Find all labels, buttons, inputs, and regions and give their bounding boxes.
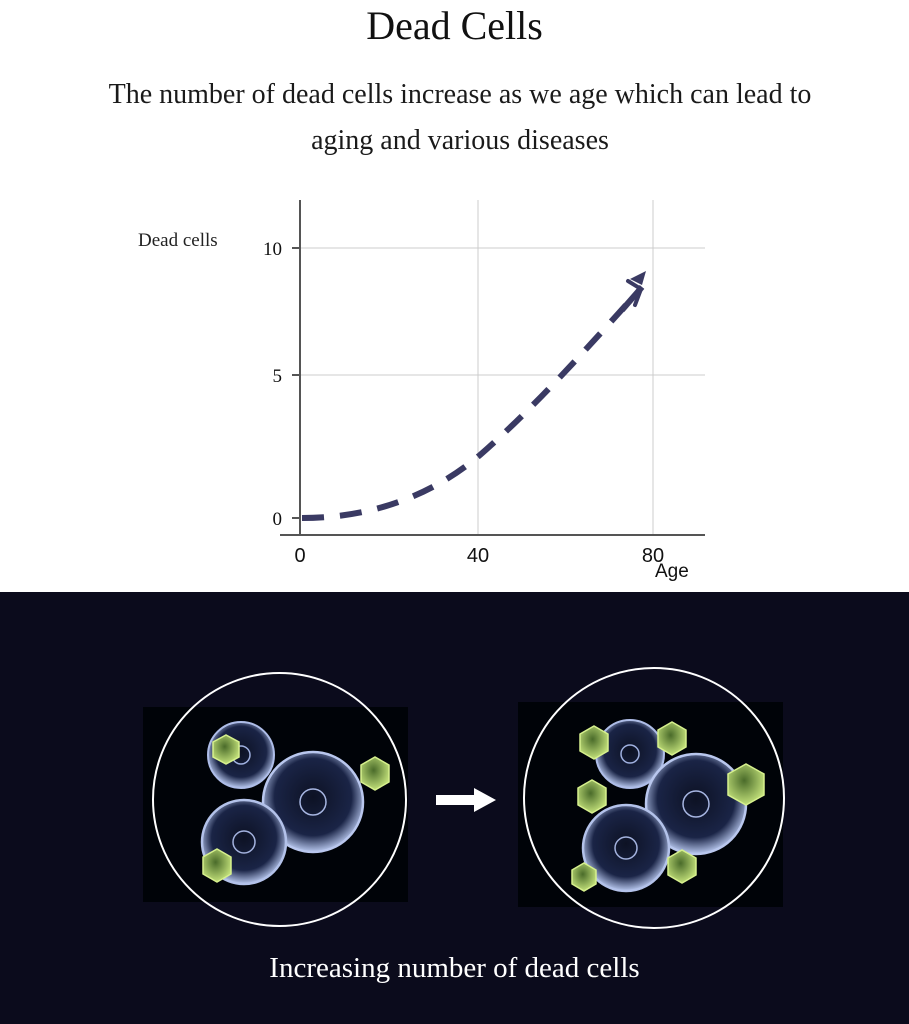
figure-caption: Increasing number of dead cells [269, 952, 640, 984]
micrograph-comparison [0, 622, 909, 984]
page-title: Dead Cells [366, 3, 543, 48]
page-subtitle: The number of dead cells increase as we age which can lead to aging and various diseases [108, 79, 812, 156]
circle-outline-before [152, 672, 407, 927]
chart-svg [130, 185, 750, 585]
bottom-dark-section [0, 592, 909, 1024]
y-tick-label-10: 10 [263, 239, 282, 260]
x-axis-label: Age [655, 561, 689, 582]
y-tick-label-0: 0 [272, 509, 282, 530]
increase-arrow-icon [436, 787, 496, 813]
y-axis-label: Dead cells [138, 230, 218, 251]
x-tick-label-80: 80 [641, 545, 665, 567]
circle-outline-after [523, 667, 785, 929]
x-tick-label-40: 40 [466, 545, 490, 567]
trend-curve [302, 295, 635, 518]
dead-cells-chart [130, 185, 750, 585]
x-tick-label-0: 0 [294, 545, 306, 567]
y-tick-label-5: 5 [272, 366, 282, 387]
